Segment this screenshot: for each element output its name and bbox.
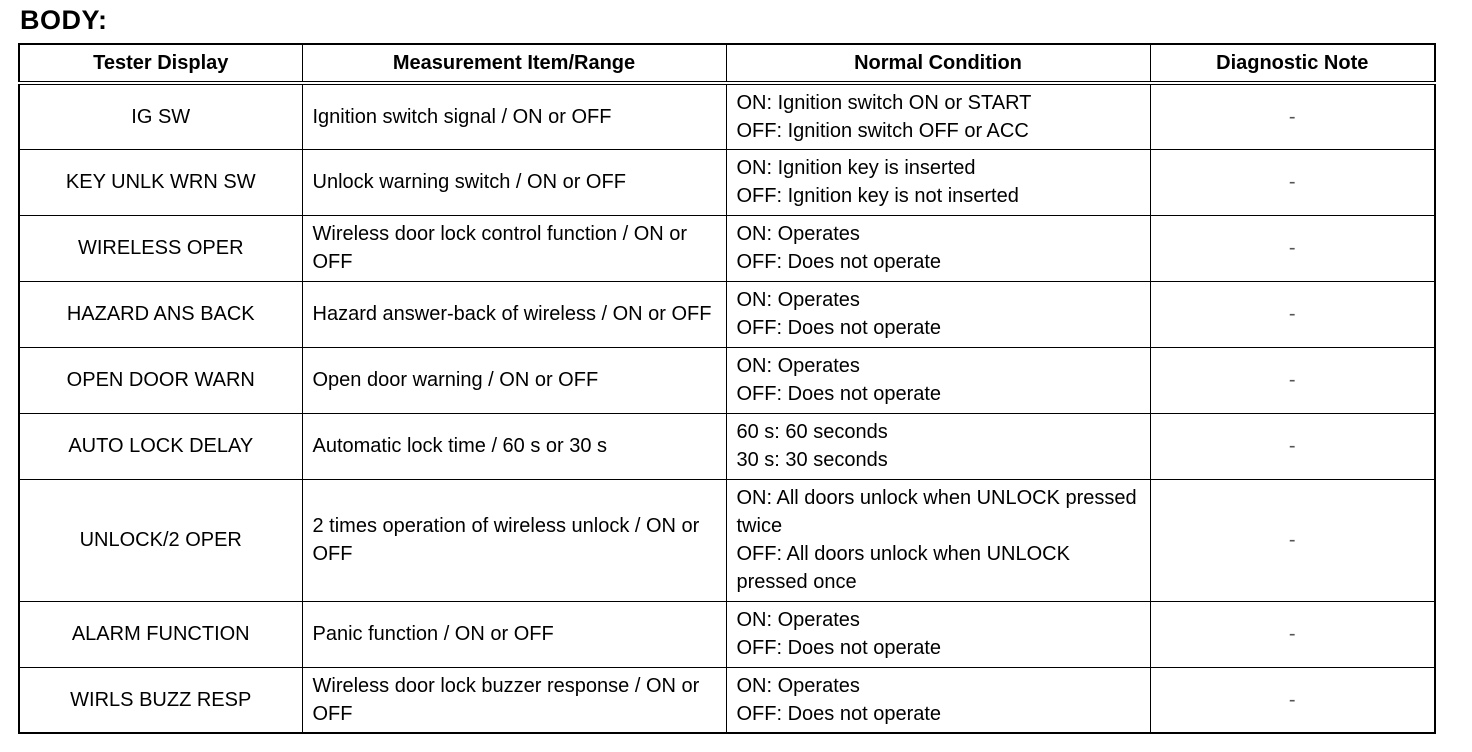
condition-on-text: ON: Operates — [736, 289, 860, 311]
measurement-cell: Hazard answer-back of wireless / ON or OFF — [302, 281, 726, 347]
diagnostic-note-cell: - — [1150, 347, 1435, 413]
diagnostic-note-cell: - — [1150, 215, 1435, 281]
tester-display-cell: WIRLS BUZZ RESP — [19, 667, 302, 733]
condition-off-text: OFF: Does not operate — [736, 383, 942, 405]
tester-display-cell: WIRELESS OPER — [19, 215, 302, 281]
table-row — [19, 479, 1435, 601]
condition-on-text: ON: Operates — [736, 223, 860, 245]
measurement-cell: Ignition switch signal / ON or OFF — [302, 83, 726, 149]
normal-condition-cell — [726, 83, 1150, 149]
condition-off-text: OFF: Does not operate — [736, 317, 942, 339]
measurement-cell: Unlock warning switch / ON or OFF — [302, 149, 726, 215]
page-heading: BODY: — [20, 5, 108, 35]
condition-on-text: ON: Ignition switch ON or START — [736, 91, 1032, 114]
measurement-cell: Wireless door lock control function / ON or OFF — [302, 215, 726, 281]
tester-display-cell: IG SW — [19, 83, 302, 149]
normal-condition-cell — [726, 667, 1150, 733]
measurement-cell: Panic function / ON or OFF — [302, 601, 726, 667]
condition-on-text: 60 s: 60 seconds — [736, 421, 888, 443]
measurement-cell: 2 times operation of wireless unlock / ON or OFF — [302, 479, 726, 601]
tester-display-cell: OPEN DOOR WARN — [19, 347, 302, 413]
table-row — [19, 149, 1435, 215]
measurement-cell: Wireless door lock buzzer response / ON or OFF — [302, 667, 726, 733]
tester-display-cell: ALARM FUNCTION — [19, 601, 302, 667]
condition-off-text: OFF: Does not operate — [736, 251, 942, 273]
column-header-diagnostic-note: Diagnostic Note — [1150, 44, 1435, 83]
diagnostic-note-cell: - — [1150, 413, 1435, 479]
condition-on-text: ON: Ignition key is inserted — [736, 157, 976, 179]
table-row — [19, 347, 1435, 413]
condition-off-text: OFF: Ignition switch OFF or ACC — [736, 119, 1029, 142]
condition-off-text: 30 s: 30 seconds — [736, 449, 888, 471]
normal-condition-cell — [726, 413, 1150, 479]
table-row — [19, 215, 1435, 281]
table-row — [19, 281, 1435, 347]
diagnostic-note-cell: - — [1150, 149, 1435, 215]
condition-on-text: ON: Operates — [736, 609, 860, 631]
measurement-cell: Automatic lock time / 60 s or 30 s — [302, 413, 726, 479]
table-row — [19, 667, 1435, 733]
normal-condition-cell — [726, 601, 1150, 667]
normal-condition-cell — [726, 479, 1150, 601]
measurement-cell: Open door warning / ON or OFF — [302, 347, 726, 413]
diagnostic-note-cell: - — [1150, 601, 1435, 667]
normal-condition-cell — [726, 149, 1150, 215]
condition-off-text: OFF: Ignition key is not inserted — [736, 185, 1019, 207]
column-header-normal-condition: Normal Condition — [726, 44, 1150, 83]
tester-display-cell: HAZARD ANS BACK — [19, 281, 302, 347]
body-data-table — [18, 43, 1436, 734]
condition-off-text: OFF: Does not operate — [736, 702, 942, 725]
table-row — [19, 601, 1435, 667]
condition-on-text: ON: Operates — [736, 674, 860, 697]
condition-on-text: ON: Operates — [736, 355, 860, 377]
condition-on-text: ON: All doors unlock when UNLOCK pressed twice — [736, 487, 1137, 537]
normal-condition-cell — [726, 347, 1150, 413]
condition-off-text: OFF: All doors unlock when UNLOCK pressed once — [736, 543, 1070, 593]
tester-display-cell: AUTO LOCK DELAY — [19, 413, 302, 479]
normal-condition-cell — [726, 281, 1150, 347]
tester-display-cell: KEY UNLK WRN SW — [19, 149, 302, 215]
table-row — [19, 413, 1435, 479]
diagnostic-note-cell: - — [1150, 479, 1435, 601]
condition-off-text: OFF: Does not operate — [736, 637, 942, 659]
column-header-measurement: Measurement Item/Range — [302, 44, 726, 83]
header-row — [19, 44, 1435, 83]
column-header-tester-display: Tester Display — [19, 44, 302, 83]
diagnostic-note-cell: - — [1150, 281, 1435, 347]
tester-display-cell: UNLOCK/2 OPER — [19, 479, 302, 601]
diagnostic-note-cell: - — [1150, 667, 1435, 733]
table-row — [19, 83, 1435, 149]
normal-condition-cell — [726, 215, 1150, 281]
diagnostic-note-cell: - — [1150, 83, 1435, 149]
